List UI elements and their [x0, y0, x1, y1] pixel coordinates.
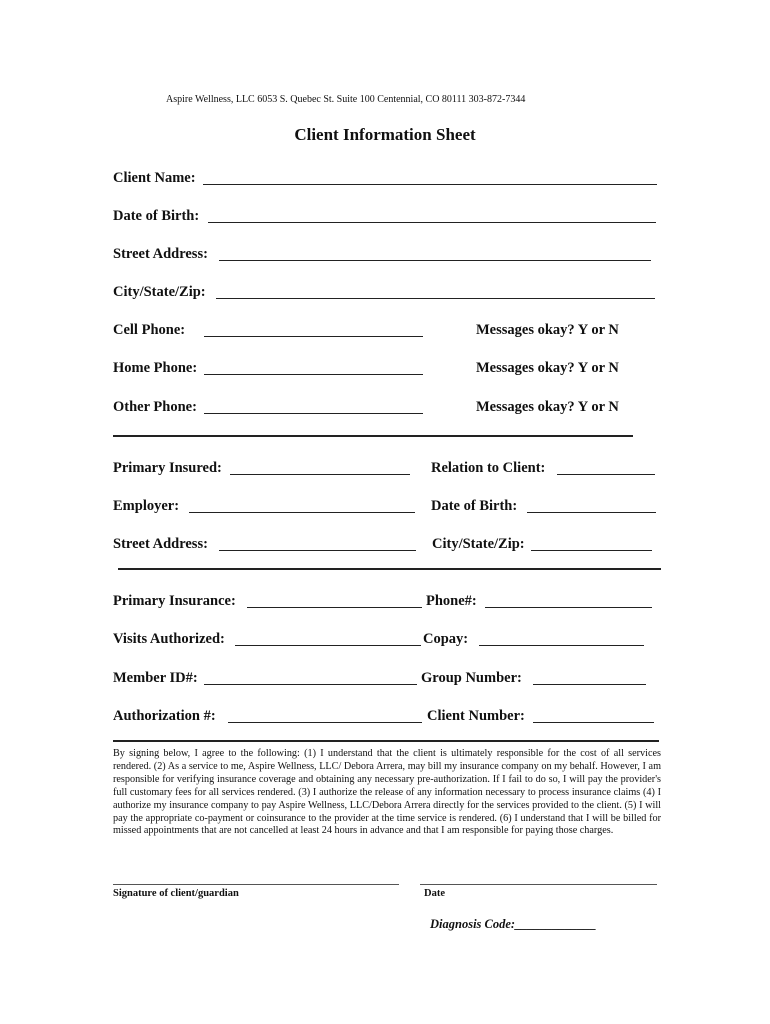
insurance-phone-label: Phone#: [426, 593, 477, 609]
primary-insurance-label: Primary Insurance: [113, 593, 236, 609]
cell-phone-label: Cell Phone: [113, 322, 186, 338]
cell-phone-field[interactable] [204, 336, 423, 337]
client-street-field[interactable] [219, 260, 651, 261]
client-name-field[interactable] [203, 184, 657, 185]
date-line[interactable] [420, 884, 657, 885]
member-id-label: Member ID#: [113, 670, 198, 686]
insured-dob-field[interactable] [527, 512, 656, 513]
visits-authorized-field[interactable] [235, 645, 421, 646]
client-number-field[interactable] [533, 722, 654, 723]
client-number-label: Client Number: [427, 708, 525, 724]
page-title: Client Information Sheet [294, 125, 476, 144]
home-messages-label: Messages okay? Y or N [476, 360, 619, 376]
date-label: Date [424, 888, 445, 899]
authorization-field[interactable] [228, 722, 422, 723]
other-phone-field[interactable] [204, 413, 423, 414]
other-phone-label: Other Phone: [113, 399, 197, 415]
practice-header: Aspire Wellness, LLC 6053 S. Quebec St. Suite 100 Centennial, CO 80111 303-872-7344 [166, 94, 526, 105]
visits-authorized-label: Visits Authorized: [113, 631, 225, 647]
authorization-label: Authorization #: [113, 708, 216, 724]
employer-field[interactable] [189, 512, 415, 513]
employer-label: Employer: [113, 498, 180, 514]
primary-insured-field[interactable] [230, 474, 410, 475]
section-divider [113, 435, 633, 437]
insured-street-label: Street Address: [113, 536, 208, 552]
home-phone-label: Home Phone: [113, 360, 198, 376]
member-id-field[interactable] [204, 684, 417, 685]
signature-label: Signature of client/guardian [113, 888, 239, 899]
insurance-phone-field[interactable] [485, 607, 652, 608]
home-phone-field[interactable] [204, 374, 423, 375]
primary-insured-label: Primary Insured: [113, 460, 222, 476]
copay-label: Copay: [423, 631, 469, 647]
insured-city-field[interactable] [531, 550, 652, 551]
cell-messages-label: Messages okay? Y or N [476, 322, 619, 338]
client-city-field[interactable] [216, 298, 655, 299]
section-divider [113, 740, 659, 742]
insured-street-field[interactable] [219, 550, 416, 551]
relation-label: Relation to Client: [431, 460, 546, 476]
client-dob-label: Date of Birth: [113, 208, 200, 224]
signature-line[interactable] [113, 884, 399, 885]
primary-insurance-field[interactable] [247, 607, 422, 608]
copay-field[interactable] [479, 645, 644, 646]
section-divider [118, 568, 661, 570]
insured-city-label: City/State/Zip: [432, 536, 525, 552]
insured-dob-label: Date of Birth: [431, 498, 518, 514]
diagnosis-code-label: Diagnosis Code:_____________ [430, 917, 597, 931]
client-street-label: Street Address: [113, 246, 208, 262]
other-messages-label: Messages okay? Y or N [476, 399, 619, 415]
client-dob-field[interactable] [208, 222, 656, 223]
client-name-label: Client Name: [113, 170, 196, 186]
group-number-field[interactable] [533, 684, 646, 685]
group-number-label: Group Number: [421, 670, 522, 686]
agreement-text: By signing below, I agree to the following: (1) I understand that the client is ultimately responsible for the cost of all services rendered. (2) As a service to me, Aspire Wellness, LLC/ Debora Arrera, may bill my insurance company on my behalf. However, I am responsible for verifying insurance coverage and obtaining any necessary pre-authorization. If I fail to do so, I will pay the provider's full customary fees for all services rendered. (3) I authorize the release of any information necessary to process insurance claims (4) I authorize my insurance company to pay Aspire Wellness, LLC/Debora Arrera directly for the services provided to the client. (5) I will pay the appropriate co-payment or coinsurance to the provider at the time service is rendered. (6) I understand that I will be billed for missed appointments that are not cancelled at least 24 hours in advance and that I am responsible for paying those charges. [113, 748, 661, 837]
relation-field[interactable] [557, 474, 655, 475]
client-city-label: City/State/Zip: [113, 284, 206, 300]
